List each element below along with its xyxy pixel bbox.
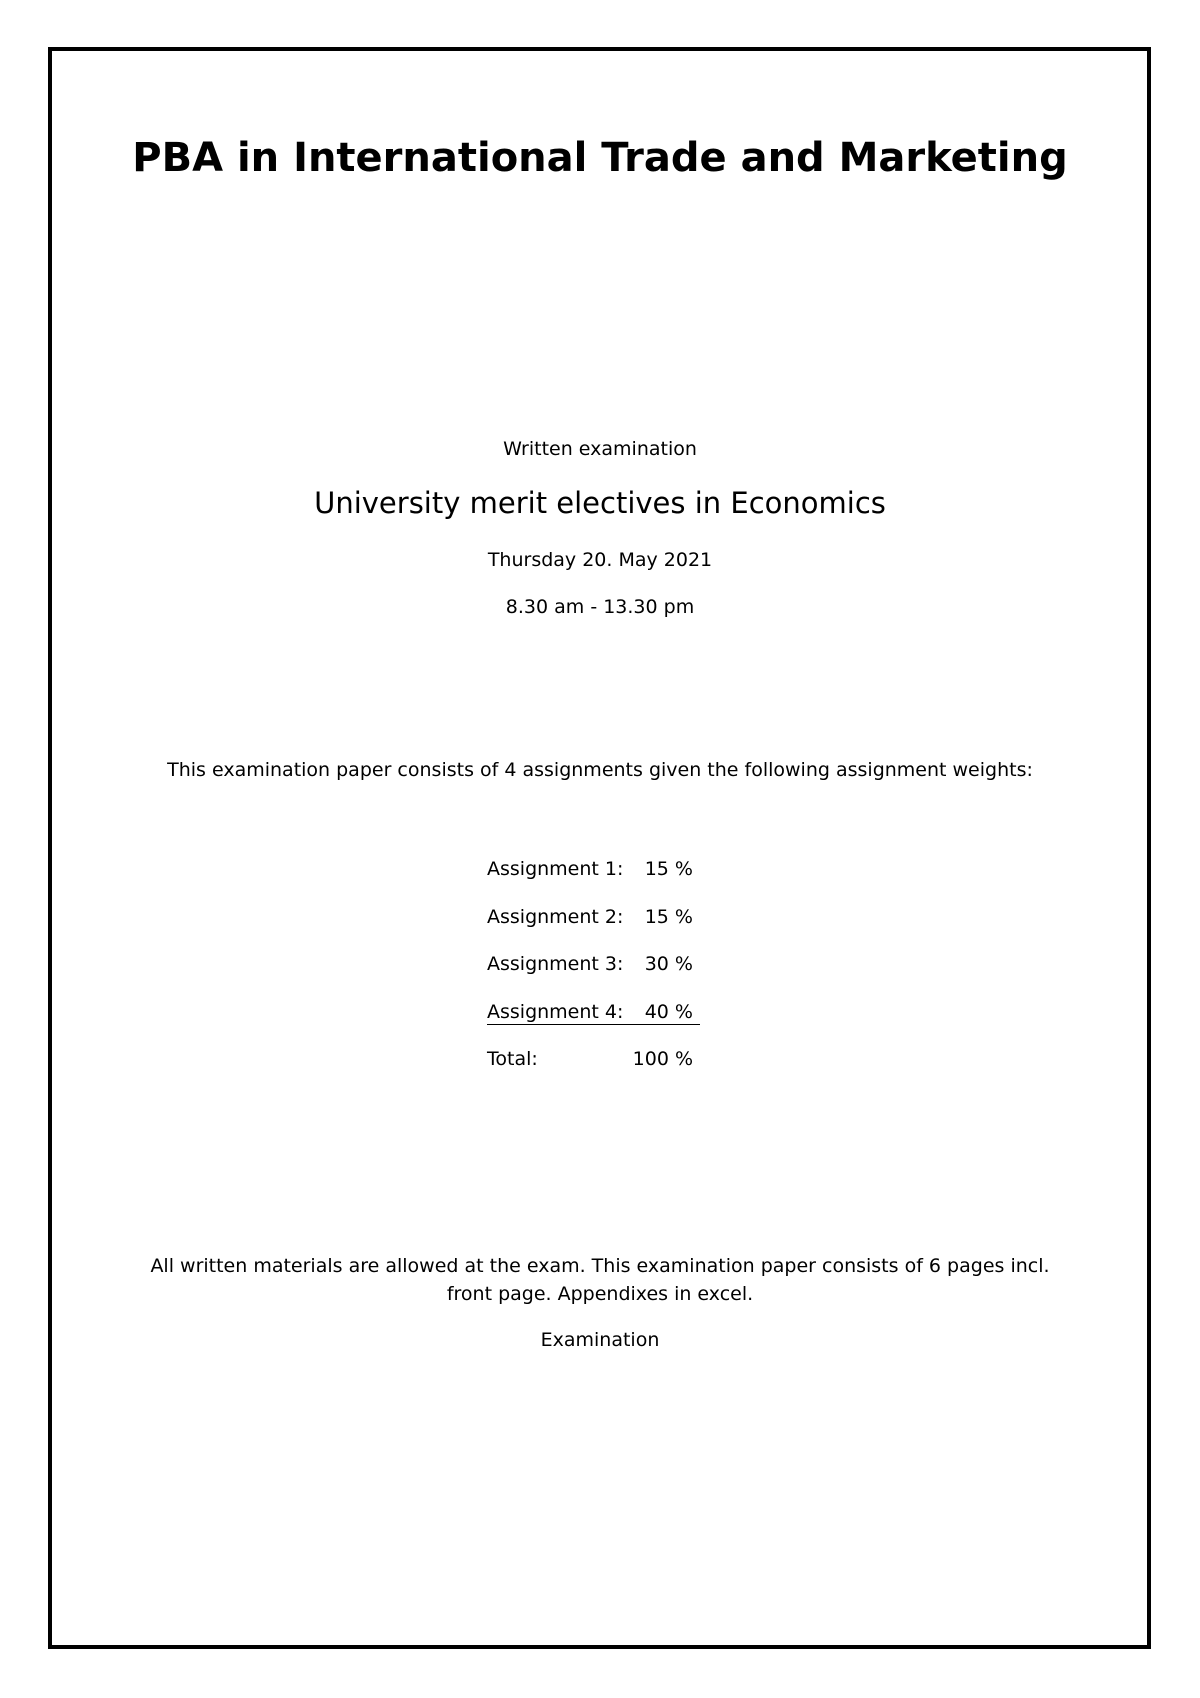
exam-date: Thursday 20. May 2021	[487, 549, 713, 571]
weight-row-3	[487, 951, 727, 999]
weight-value: 40 %	[644, 1000, 693, 1023]
assignments-intro: This examination paper consists of 4 assignments given the following assignment weights:	[167, 759, 1033, 781]
weight-label: Assignment 4:	[487, 1000, 624, 1023]
sum-underline	[487, 1024, 700, 1025]
materials-note-line-1: All written materials are allowed at the exam. This examination paper consists of 6 pages incl.	[150, 1255, 1050, 1277]
weight-label: Assignment 1:	[487, 858, 624, 880]
total-value: 100 %	[632, 1048, 693, 1070]
assignment-weights	[487, 856, 727, 1094]
weight-label: Assignment 2:	[487, 905, 624, 928]
exam-type: Written examination	[503, 438, 697, 460]
weight-value: 15 %	[644, 858, 693, 880]
page-border	[48, 47, 1151, 1649]
materials-note-line-2: front page. Appendixes in excel.	[446, 1283, 754, 1305]
weight-row-total	[487, 1046, 727, 1094]
weight-value: 30 %	[644, 953, 693, 975]
weight-row-4	[487, 999, 727, 1047]
total-label: Total:	[487, 1048, 538, 1070]
weight-value: 15 %	[644, 905, 693, 928]
weight-label: Assignment 3:	[487, 953, 624, 975]
course-title: University merit electives in Economics	[314, 486, 886, 520]
exam-time: 8.30 am - 13.30 pm	[505, 596, 695, 618]
footer-label: Examination	[540, 1329, 660, 1351]
weight-row-1	[487, 856, 727, 904]
weight-row-2	[487, 904, 727, 952]
page-title: PBA in International Trade and Marketing	[132, 135, 1068, 181]
